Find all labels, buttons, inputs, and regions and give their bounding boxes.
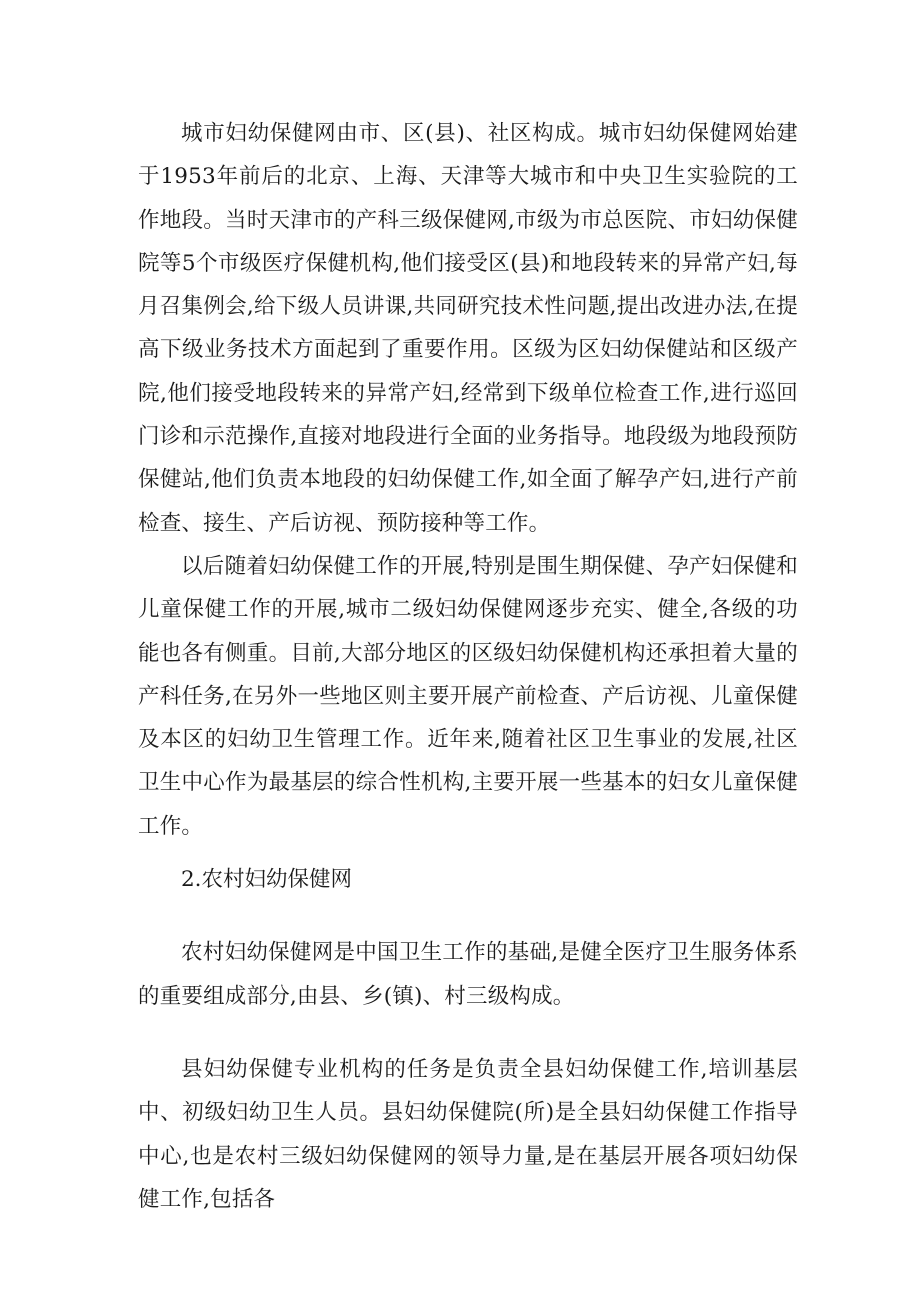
spacer [138,1018,798,1048]
section-heading-rural-network: 2.农村妇幼保健网 [181,867,353,893]
spacer [138,901,798,931]
paragraph-county-institutions: 县妇幼保健专业机构的任务是负责全县妇幼保健工作,培训基层中、初级妇幼卫生人员。县妇幼保健院(所)是全县妇幼保健工作指导中心,也是农村三级妇幼保健网的领导力量,是在基层开展各项妇幼保健工作,包括各 [138,1056,798,1212]
paragraph-rural-network: 农村妇幼保健网是中国卫生工作的基础,是健全医疗卫生服务体系的重要组成部分,由县、乡(镇)、村三级构成。 [138,940,798,1009]
document-page [138,112,798,1221]
paragraph-urban-network: 城市妇幼保健网由市、区(县)、社区构成。城市妇幼保健网始建于1953年前后的北京、上海、天津等大城市和中央卫生实验院的工作地段。当时天津市的产科三级保健网,市级为市总医院、市妇幼保健院等5个市级医疗保健机构,他们接受区(县)和地段转来的异常产妇,每月召集例会,给下级人员讲课,共同研究技术性问题,提出改进办法,在提高下级业务技术方面起到了重要作用。区级为区妇幼保健站和区级产院,他们接受地段转来的异常产妇,经常到下级单位检查工作,进行巡回门诊和示范操作,直接对地段进行全面的业务指导。地段级为地段预防保健站,他们负责本地段的妇幼保健工作,如全面了解孕产妇,进行产前检查、接生、产后访视、预防接种等工作。 [138,121,798,536]
spacer [138,848,798,858]
paragraph-urban-development: 以后随着妇幼保健工作的开展,特别是围生期保健、孕产妇保健和儿童保健工作的开展,城市二级妇幼保健网逐步充实、健全,各级的功能也各有侧重。目前,大部分地区的区级妇幼保健机构还承担着大量的产科任务,在另外一些地区则主要开展产前检查、产后访视、儿童保健及本区的妇幼卫生管理工作。近年来,随着社区卫生事业的发展,社区卫生中心作为最基层的综合性机构,主要开展一些基本的妇女儿童保健工作。 [138,553,798,839]
